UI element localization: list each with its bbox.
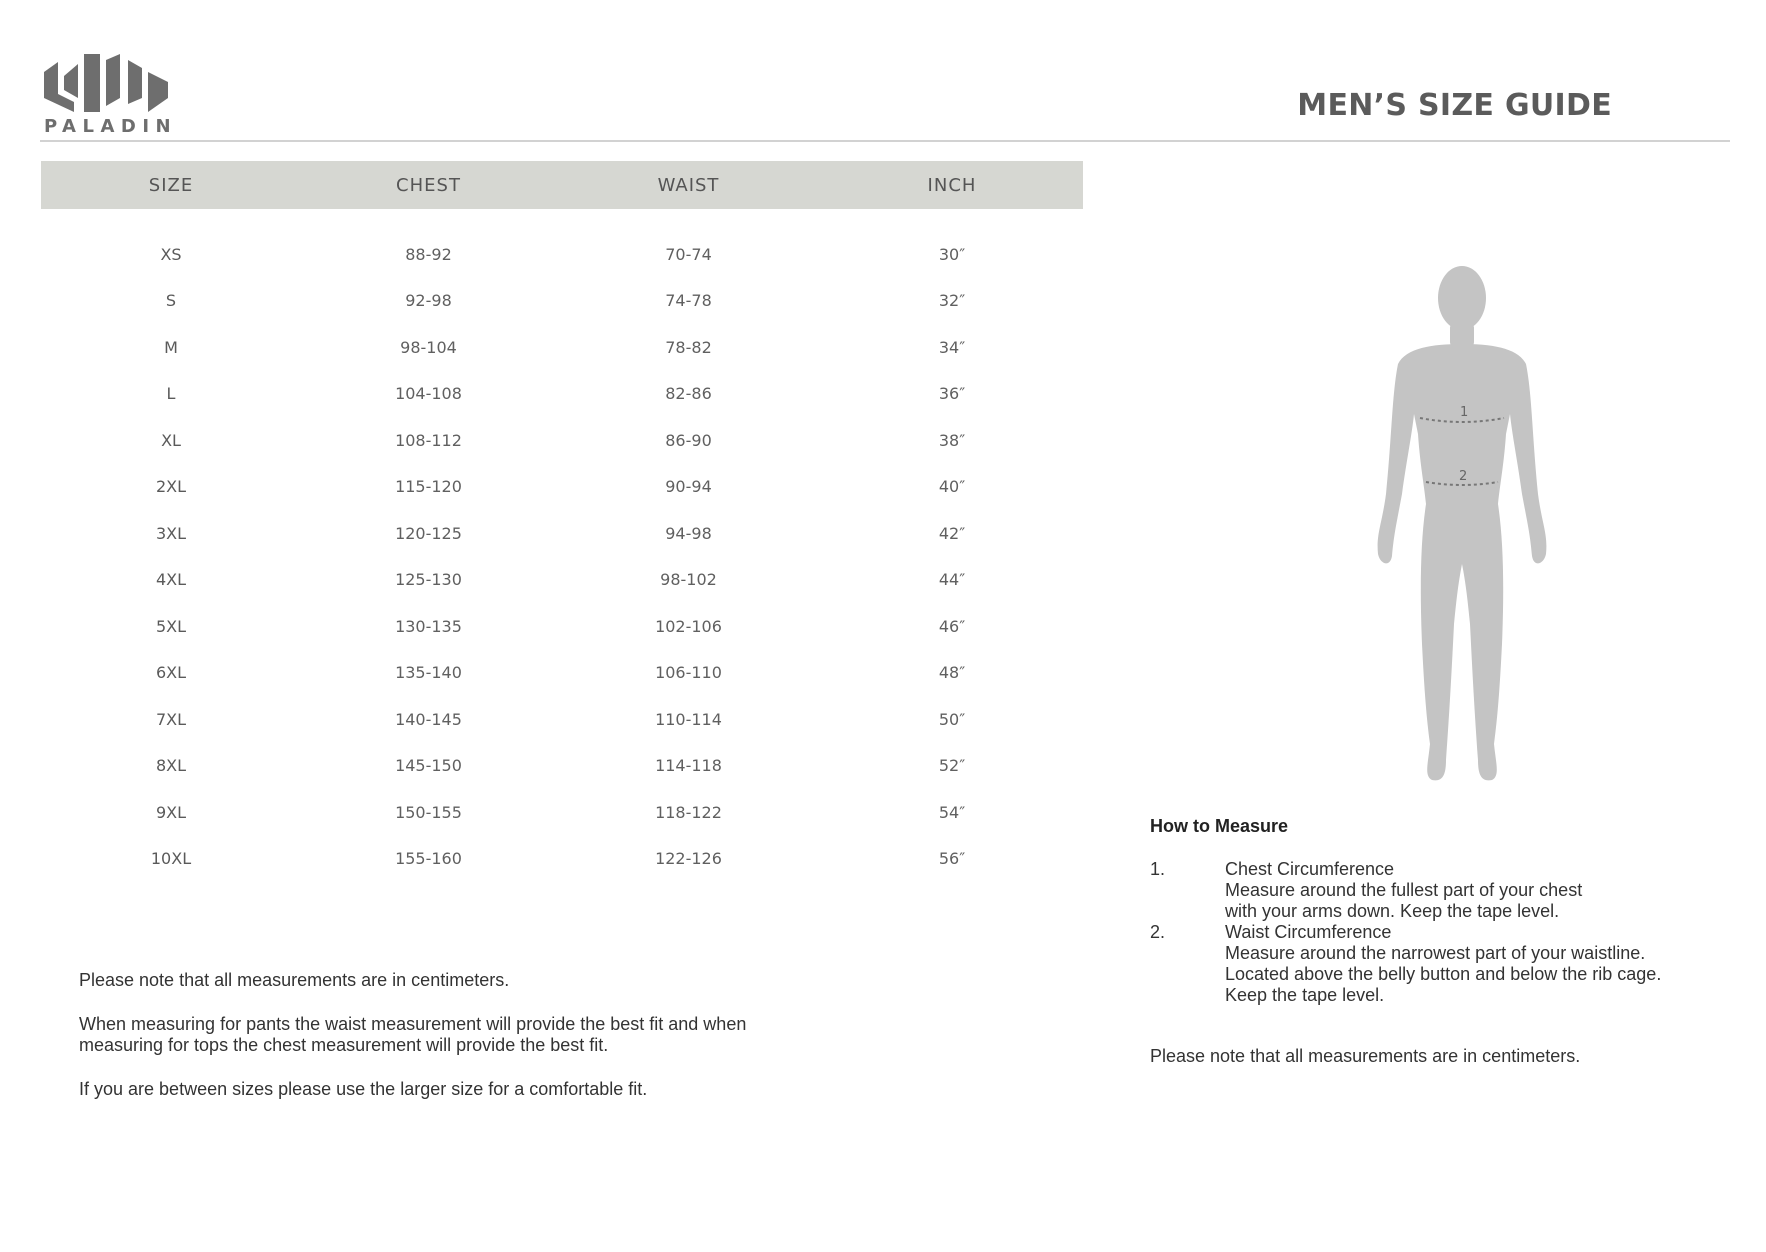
measure-item-waist: [1150, 922, 1750, 1006]
measure-title: Waist Circumference: [1225, 922, 1392, 942]
waist-marker: 2: [1459, 469, 1468, 484]
inch-cell: 46″: [938, 616, 966, 636]
table-row: [41, 743, 1083, 790]
table-row: [41, 464, 1083, 511]
waist-cell: 74-78: [665, 291, 712, 311]
table-row: [41, 324, 1083, 371]
chest-cell: 140-145: [395, 709, 462, 729]
inch-cell: 42″: [938, 523, 966, 543]
chest-cell: 115-120: [395, 477, 462, 497]
waist-cell: 106-110: [655, 663, 722, 683]
chest-cell: 92-98: [405, 291, 452, 311]
chest-cell: 104-108: [395, 384, 462, 404]
table-row: [41, 836, 1083, 883]
header-waist: WAIST: [657, 174, 720, 196]
measure-line: Measure around the narrowest part of your waistline.: [1225, 943, 1646, 963]
inch-cell: 40″: [938, 477, 966, 497]
size-table: [41, 161, 1083, 882]
body-figure: [1362, 264, 1562, 804]
chest-cell: 155-160: [395, 849, 462, 869]
size-cell: 2XL: [155, 477, 187, 497]
waist-cell: 90-94: [665, 477, 712, 497]
measure-number: 1.: [1150, 859, 1166, 879]
waist-cell: 78-82: [665, 337, 712, 357]
chest-cell: 108-112: [395, 430, 462, 450]
table-row: [41, 371, 1083, 418]
chest-cell: 130-135: [395, 616, 462, 636]
measure-line: Keep the tape level.: [1225, 985, 1385, 1005]
waist-cell: 70-74: [665, 244, 712, 264]
size-cell: 4XL: [155, 570, 187, 590]
waist-cell: 102-106: [655, 616, 722, 636]
table-row: [41, 650, 1083, 697]
header-chest: CHEST: [396, 174, 461, 196]
waist-cell: 114-118: [655, 756, 722, 776]
table-row: [41, 510, 1083, 557]
body-silhouette-icon: [1362, 264, 1562, 804]
size-cell: 9XL: [155, 802, 187, 822]
table-spacer: [41, 209, 1083, 231]
inch-cell: 44″: [938, 570, 966, 590]
inch-cell: 48″: [938, 663, 966, 683]
note-best-fit: When measuring for pants the waist measurement will provide the best fit and when measuring for tops the chest measurement will provide the best fit.: [79, 1013, 747, 1055]
inch-cell: 30″: [938, 244, 966, 264]
inch-cell: 54″: [938, 802, 966, 822]
inch-cell: 32″: [938, 291, 966, 311]
waist-cell: 110-114: [655, 709, 722, 729]
how-to-heading: How to Measure: [1150, 816, 1289, 836]
size-cell: 10XL: [150, 849, 192, 869]
size-cell: 7XL: [155, 709, 187, 729]
waist-cell: 118-122: [655, 802, 722, 822]
header-divider: [40, 140, 1730, 142]
waist-cell: 82-86: [665, 384, 712, 404]
waist-cell: 98-102: [660, 570, 717, 590]
table-row: [41, 603, 1083, 650]
inch-cell: 34″: [938, 337, 966, 357]
paladin-logo-icon: [44, 54, 168, 112]
how-to-measure: [1150, 816, 1750, 1067]
size-cell: 8XL: [155, 756, 187, 776]
chest-cell: 120-125: [395, 523, 462, 543]
inch-cell: 50″: [938, 709, 966, 729]
size-cell: M: [164, 337, 178, 357]
chest-cell: 98-104: [400, 337, 457, 357]
inch-cell: 52″: [938, 756, 966, 776]
header-inch: INCH: [927, 174, 977, 196]
brand-logo: [44, 54, 178, 137]
table-row: [41, 417, 1083, 464]
inch-cell: 38″: [938, 430, 966, 450]
waist-cell: 94-98: [665, 523, 712, 543]
size-cell: L: [166, 384, 176, 404]
measurement-notes: [79, 970, 759, 1122]
measure-line: with your arms down. Keep the tape level.: [1225, 901, 1560, 921]
size-cell: S: [165, 291, 177, 311]
inch-cell: 36″: [938, 384, 966, 404]
how-to-note: Please note that all measurements are in centimeters.: [1150, 1046, 1581, 1066]
table-row: [41, 278, 1083, 325]
size-cell: 5XL: [155, 616, 187, 636]
table-row: [41, 696, 1083, 743]
inch-cell: 56″: [938, 849, 966, 869]
logo-text: PALADIN: [44, 116, 178, 137]
table-header-row: [41, 161, 1083, 209]
size-cell: 6XL: [155, 663, 187, 683]
page-title: MEN’S SIZE GUIDE: [1297, 88, 1612, 123]
chest-cell: 88-92: [405, 244, 452, 264]
note-between-sizes: If you are between sizes please use the larger size for a comfortable fit.: [79, 1078, 648, 1099]
measure-title: Chest Circumference: [1225, 859, 1395, 879]
waist-cell: 122-126: [655, 849, 722, 869]
chest-marker: 1: [1460, 405, 1469, 420]
table-row: [41, 789, 1083, 836]
header-size: SIZE: [148, 174, 194, 196]
note-centimeters: Please note that all measurements are in centimeters.: [79, 970, 510, 990]
chest-cell: 150-155: [395, 802, 462, 822]
table-row: [41, 557, 1083, 604]
size-cell: XS: [160, 244, 182, 264]
chest-cell: 125-130: [395, 570, 462, 590]
measure-number: 2.: [1150, 922, 1166, 942]
chest-cell: 145-150: [395, 756, 462, 776]
waist-cell: 86-90: [665, 430, 712, 450]
measure-line: Located above the belly button and below the rib cage.: [1225, 964, 1662, 984]
chest-cell: 135-140: [395, 663, 462, 683]
measure-line: Measure around the fullest part of your chest: [1225, 880, 1583, 900]
size-cell: XL: [161, 430, 181, 450]
measure-item-chest: [1150, 859, 1750, 922]
size-cell: 3XL: [155, 523, 187, 543]
table-row: [41, 231, 1083, 278]
